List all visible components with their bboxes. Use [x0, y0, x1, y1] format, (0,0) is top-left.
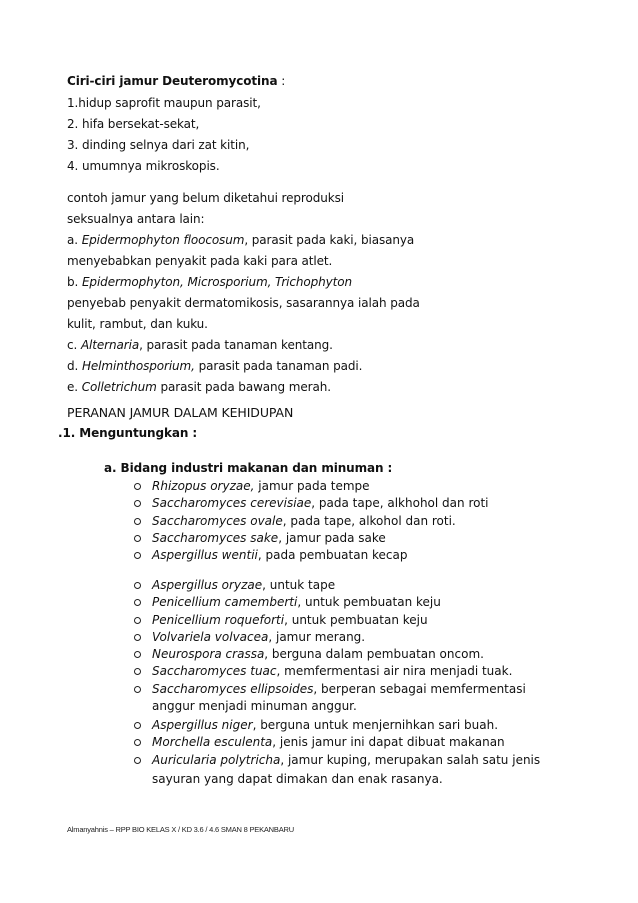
species-use: , pada tape, alkohol dan roti. — [282, 513, 456, 528]
example-b-line2: penyebab penyakit dermatomikosis, sasarannya ialah pada — [67, 296, 420, 310]
industri-heading: a. Bidang industri makanan dan minuman : — [104, 461, 393, 475]
species-use: jamur pada tempe — [254, 479, 370, 493]
list-item — [134, 681, 540, 698]
deutero-intro-1: contoh jamur yang belum diketahui reproduksi — [67, 191, 344, 205]
deutero-trait-2: 2. hifa bersekat-sekat, — [67, 117, 200, 131]
example-c — [67, 337, 333, 355]
deutero-trait-4: 4. umumnya mikroskopis. — [67, 159, 220, 173]
example-d — [67, 358, 362, 376]
species-use: , jamur pada sake — [278, 530, 386, 545]
example-b-species: Epidermophyton, Microsporium, Trichophyton — [81, 275, 353, 289]
deutero-title-line — [67, 73, 285, 91]
deutero-title-suffix: : — [277, 74, 286, 88]
example-e-rest: parasit pada bawang merah. — [156, 380, 331, 394]
list-item — [134, 547, 489, 564]
species-use: , jamur kuping, merupakan salah satu jenis — [280, 752, 541, 767]
example-b-line3: kulit, rambut, dan kuku. — [67, 317, 208, 331]
species-name: Saccharomyces tuac — [152, 664, 277, 679]
list-item — [134, 752, 540, 771]
species-use: , jamur merang. — [268, 629, 366, 644]
example-e-prefix: e. — [67, 380, 82, 394]
example-b-prefix: b. — [67, 275, 82, 289]
species-name: Saccharomyces ellipsoides — [152, 681, 314, 696]
deutero-title: Ciri-ciri jamur Deuteromycotina — [67, 74, 278, 88]
food-industry-list-1 — [134, 478, 489, 564]
list-item — [134, 478, 489, 495]
example-c-rest: , parasit pada tanaman kentang. — [139, 338, 333, 352]
example-d-species: Helminthosporium, — [81, 359, 195, 373]
species-name: Saccharomyces cerevisiae — [152, 496, 312, 511]
example-e — [67, 379, 331, 397]
peranan-heading: PERANAN JAMUR DALAM KEHIDUPAN — [67, 405, 294, 420]
species-name: Aspergillus oryzae — [152, 578, 263, 592]
deutero-trait-1: 1.hidup saprofit maupun parasit, — [67, 96, 261, 110]
species-use: , jenis jamur ini dapat dibuat makanan — [272, 735, 505, 750]
list-item — [134, 513, 489, 530]
example-d-prefix: d. — [67, 359, 82, 373]
list-item — [134, 629, 540, 646]
species-use: , pada tape, alkhohol dan roti — [311, 496, 489, 511]
list-item — [134, 612, 540, 629]
list-item — [134, 594, 540, 611]
example-a-line2: menyebabkan penyakit pada kaki para atlet. — [67, 254, 333, 268]
species-name: Volvariela volvacea — [152, 629, 269, 644]
species-name: Saccharomyces sake — [152, 530, 279, 545]
species-use: , berguna untuk menjernihkan sari buah. — [252, 718, 499, 733]
species-name: Penicellium camemberti — [152, 595, 298, 610]
example-b — [67, 274, 352, 292]
food-industry-list-2 — [134, 577, 540, 790]
list-item — [134, 646, 540, 663]
list-item-continuation: sayuran yang dapat dimakan dan enak rasanya. — [152, 771, 443, 786]
species-name: Auricularia polytricha — [152, 752, 281, 767]
page-footer: Almanyahnis – RPP BIO KELAS X / KD 3.6 / 4.6 SMAN 8 PEKANBARU — [67, 825, 294, 834]
species-use: , untuk tape — [262, 578, 336, 592]
species-name: Neurospora crassa — [152, 647, 265, 662]
menguntungkan-heading: .1. Menguntungkan : — [58, 426, 198, 440]
species-name: Rhizopus oryzae, — [152, 479, 255, 493]
example-e-species: Colletrichum — [81, 380, 157, 394]
species-use: , berguna dalam pembuatan oncom. — [264, 647, 484, 662]
species-name: Penicellium roqueforti — [152, 612, 285, 627]
species-name: Aspergillus wentii — [152, 548, 258, 563]
list-item-continuation: anggur menjadi minuman anggur. — [152, 699, 357, 714]
list-item — [134, 495, 489, 512]
example-a-rest: , parasit pada kaki, biasanya — [244, 233, 415, 247]
species-use: , untuk pembuatan keju — [284, 612, 428, 627]
species-use: , berperan sebagai memfermentasi — [313, 681, 526, 696]
example-c-species: Alternaria — [80, 338, 140, 352]
list-item — [134, 530, 489, 547]
example-a-species: Epidermophyton floocosum — [81, 233, 245, 247]
deutero-intro-2: seksualnya antara lain: — [67, 212, 205, 226]
list-item — [134, 734, 540, 751]
list-item — [134, 577, 540, 594]
list-item — [134, 663, 540, 680]
example-d-rest: parasit pada tanaman padi. — [194, 359, 363, 373]
species-use: , memfermentasi air nira menjadi tuak. — [276, 664, 513, 679]
example-a-prefix: a. — [67, 233, 82, 247]
species-use: , pada pembuatan kecap — [257, 548, 408, 563]
example-a — [67, 232, 414, 250]
species-use: , untuk pembuatan keju — [297, 595, 441, 610]
example-c-prefix: c. — [67, 338, 81, 352]
species-name: Aspergillus niger — [152, 718, 253, 733]
deutero-trait-3: 3. dinding selnya dari zat kitin, — [67, 138, 250, 152]
species-name: Saccharomyces ovale — [152, 513, 283, 528]
species-name: Morchella esculenta — [152, 735, 273, 750]
list-item — [134, 717, 540, 734]
